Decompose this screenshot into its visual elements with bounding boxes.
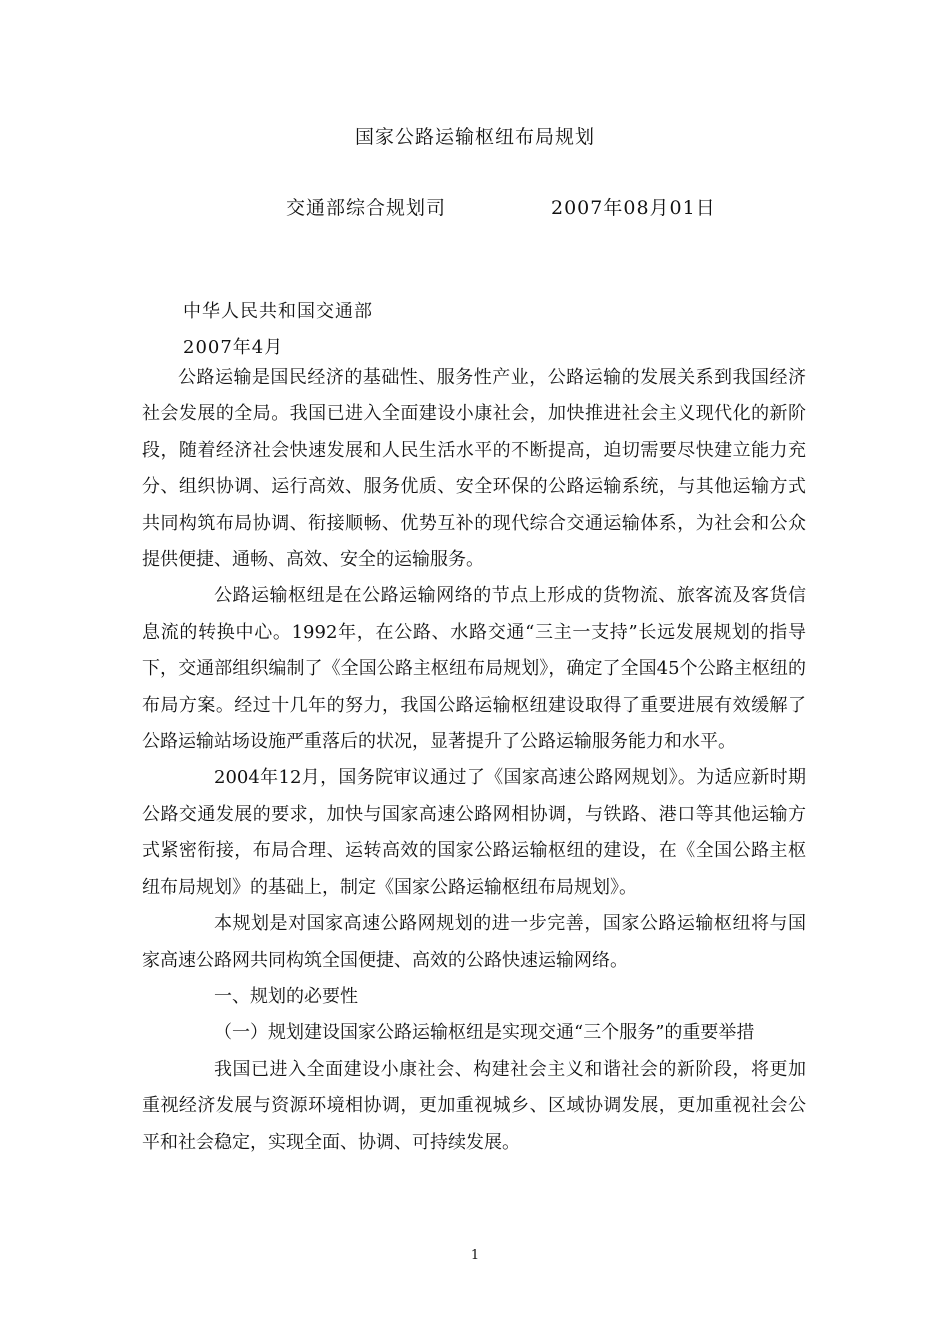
byline-date: 2007年08月01日 — [551, 197, 716, 219]
subsection-heading-1: （一）规划建设国家公路运输枢纽是实现交通“三个服务”的重要举措 — [214, 1022, 755, 1044]
document-title: 国家公路运输枢纽布局规划 — [354, 126, 595, 148]
document-body — [142, 360, 806, 1161]
byline-organization: 交通部综合规划司 — [286, 197, 447, 219]
paragraph-plan-purpose: 本规划是对国家高速公路网规划的进一步完善，国家公路运输枢纽将与国家高速公路网共同构筑全国便捷、高效的公路快速运输网络。 — [142, 913, 806, 971]
paragraph-intro: 公路运输是国民经济的基础性、服务性产业，公路运输的发展关系到我国经济社会发展的全局。我国已进入全面建设小康社会，加快推进社会主义现代化的新阶段，随着经济社会快速发展和人民生活水平的不断提高，迫切需要尽快建立能力充分、组织协调、运行高效、服务优质、安全环保的公路运输系统，与其他运输方式共同构筑布局协调、衔接顺畅、优势互补的现代综合交通运输体系，为社会和公众提供便捷、通畅、高效、安全的运输服务。 — [142, 367, 806, 571]
issue-date-line: 2007年4月 — [183, 337, 284, 358]
issuer-line: 中华人民共和国交通部 — [183, 301, 373, 322]
paragraph-society: 我国已进入全面建设小康社会、构建社会主义和谐社会的新阶段，将更加重视经济发展与资源环境相协调，更加重视城乡、区域协调发展，更加重视社会公平和社会稳定，实现全面、协调、可持续发展。 — [142, 1058, 806, 1153]
page-number: 1 — [470, 1248, 480, 1263]
section-heading-1: 一、规划的必要性 — [214, 985, 358, 1007]
paragraph-hub-history: 公路运输枢纽是在公路运输网络的节点上形成的货物流、旅客流及客货信息流的转换中心。1992年，在公路、水路交通“三主一支持”长远发展规划的指导下，交通部组织编制了《全国公路主枢纽布局规划》，确定了全国45个公路主枢纽的布局方案。经过十几年的努力，我国公路运输枢纽建设取得了重要进展有效缓解了公路运输站场设施严重落后的状况，显著提升了公路运输服务能力和水平。 — [142, 585, 806, 753]
paragraph-2004-plan: 2004年12月，国务院审议通过了《国家高速公路网规划》。为适应新时期公路交通发展的要求，加快与国家高速公路网相协调，与铁路、港口等其他运输方式紧密衔接，布局合理、运转高效的国家公路运输枢纽的建设，在《全国公路主枢纽布局规划》的基础上，制定《国家公路运输枢纽布局规划》。 — [142, 767, 806, 898]
